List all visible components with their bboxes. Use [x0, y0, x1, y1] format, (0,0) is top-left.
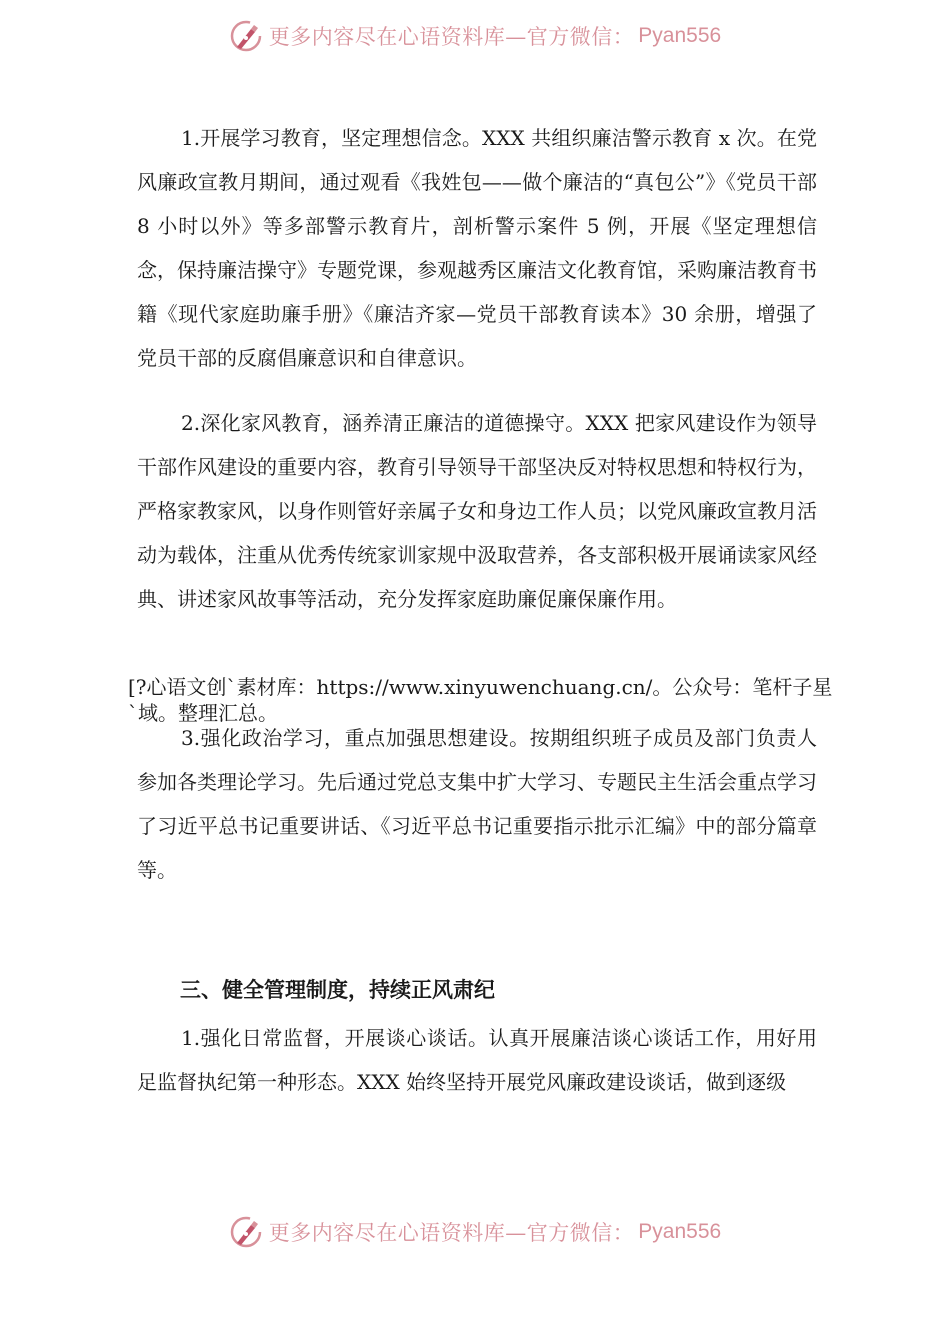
banner-text: 更多内容尽在心语资料库—官方微信：	[268, 25, 635, 49]
footer-watermark-banner	[0, 1212, 950, 1252]
section-heading: 三、健全管理制度，持续正风肃纪	[180, 978, 495, 1002]
pen-logo-icon	[229, 19, 263, 53]
paragraph-4: 1.强化日常监督，开展谈心谈话。认真开展廉洁谈心谈话工作，用好用足监督执纪第一种形态。XXX 始终坚持开展党风廉政建设谈话，做到逐级	[137, 1026, 817, 1094]
pen-logo-icon	[229, 1215, 263, 1249]
source-note: [?心语文创`素材库：https://www.xinyuwenchuang.cn/。公众号：笔杆子星`域。整理汇总。	[128, 675, 833, 725]
header-watermark-banner	[0, 16, 950, 56]
paragraph-3: 3.强化政治学习，重点加强思想建设。按期组织班子成员及部门负责人参加各类理论学习。先后通过党总支集中扩大学习、专题民主生活会重点学习了习近平总书记重要讲话、《习近平总书记重要指示批示汇编》中的部分篇章等。	[137, 726, 817, 882]
banner-account: Pyan556	[638, 24, 722, 47]
banner-text: 更多内容尽在心语资料库—官方微信：	[268, 1221, 635, 1245]
paragraph-1: 1.开展学习教育，坚定理想信念。XXX 共组织廉洁警示教育 x 次。在党风廉政宣教月期间，通过观看《我姓包——做个廉洁的“真包公”》《党员干部 8 小时以外》等多部警示教育片，剖析警示案件 5 例，开展《坚定理想信念，保持廉洁操守》专题党课，参观越秀区廉洁文化教育馆，采购廉洁教育书籍《现代家庭助廉手册》《廉洁齐家—党员干部教育读本》30 余册，增强了党员干部的反腐倡廉意识和自律意识。	[137, 126, 817, 370]
banner-account: Pyan556	[638, 1220, 722, 1243]
paragraph-2: 2.深化家风教育，涵养清正廉洁的道德操守。XXX 把家风建设作为领导干部作风建设的重要内容，教育引导领导干部坚决反对特权思想和特权行为，严格家教家风，以身作则管好亲属子女和身边工作人员；以党风廉政宣教月活动为载体，注重从优秀传统家训家规中汲取营养，各支部积极开展诵读家风经典、讲述家风故事等活动，充分发挥家庭助廉促廉保廉作用。	[137, 411, 817, 611]
